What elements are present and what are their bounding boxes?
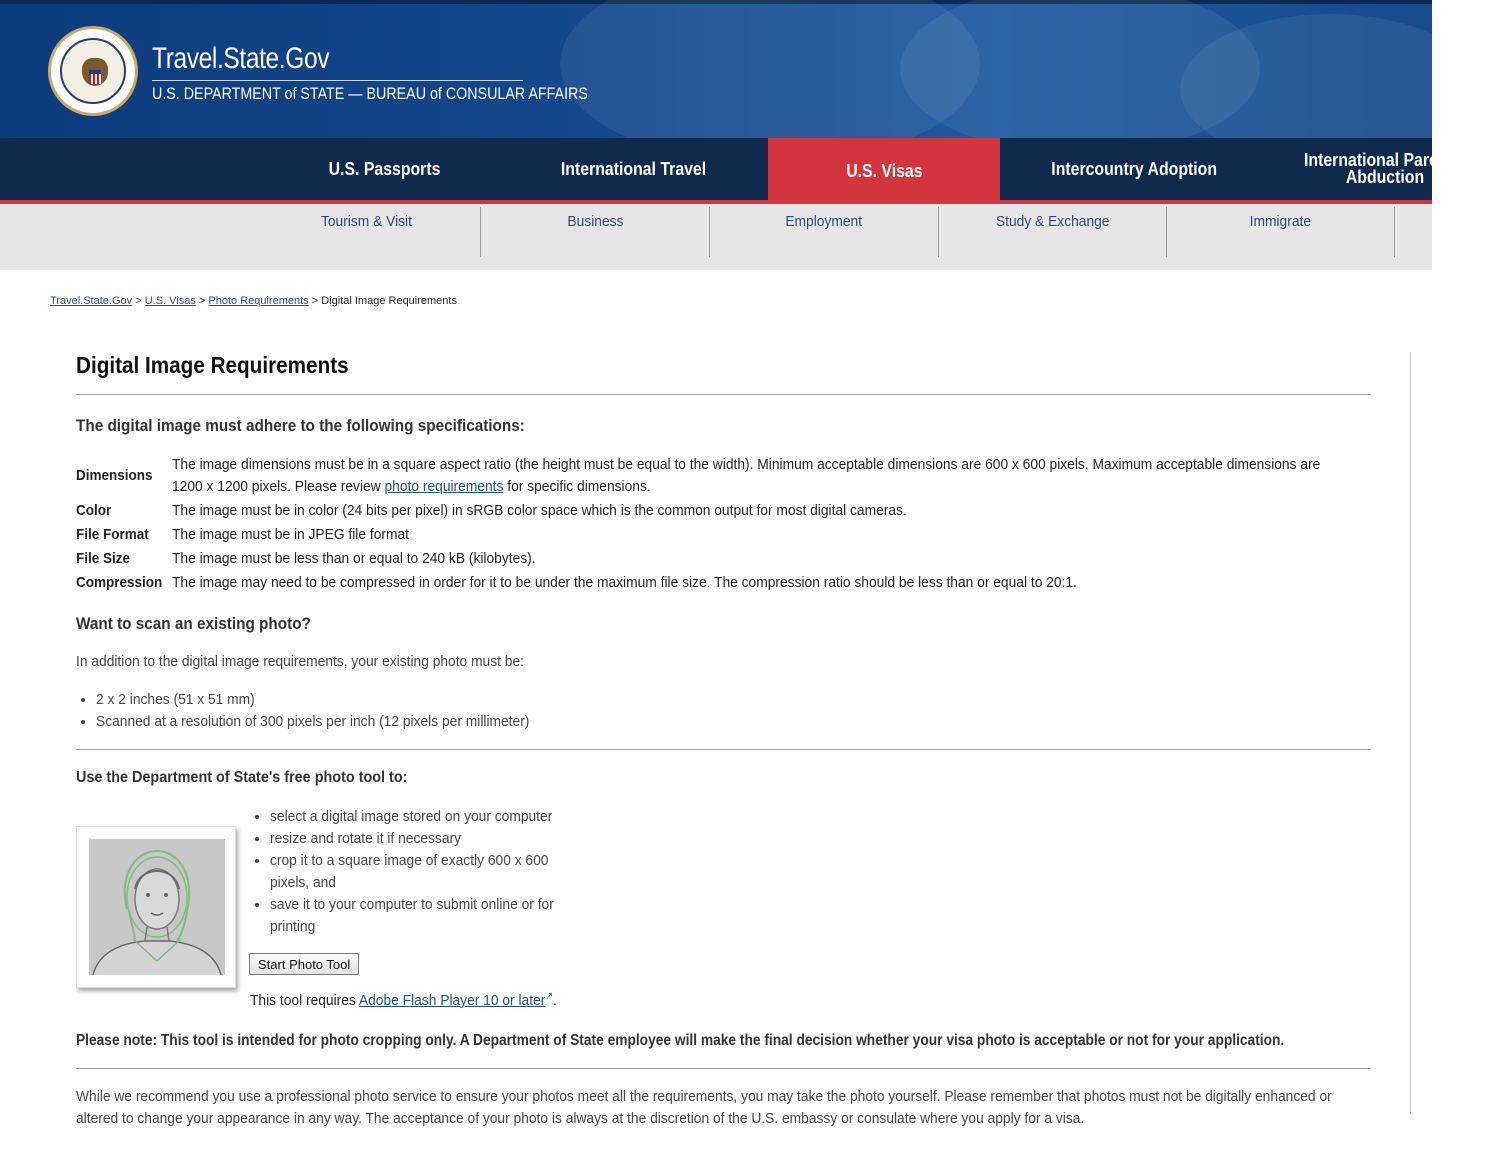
portrait-outline-icon <box>89 839 225 975</box>
department-seal-logo[interactable] <box>48 26 138 116</box>
nav-item-international-travel[interactable]: International Travel <box>560 158 707 179</box>
divider <box>76 749 1371 750</box>
list-item: • 2 x 2 inches (51 x 51 mm) <box>96 689 567 711</box>
primary-nav <box>0 138 1466 200</box>
title-divider <box>152 80 523 81</box>
nav-item-passports[interactable]: U.S. Passports <box>328 158 441 179</box>
subnav-tourism-visit[interactable]: Tourism & Visit <box>320 213 412 230</box>
spec-key: Dimensions <box>76 467 153 484</box>
subnav-business[interactable]: Business <box>566 213 624 230</box>
scan-requirements-list <box>96 689 567 733</box>
spec-key: File Format <box>76 526 149 543</box>
spec-heading: The digital image must adhere to the following specifications: <box>76 416 525 435</box>
spec-key: Compression <box>76 574 163 591</box>
sample-photo <box>76 826 236 988</box>
site-subtitle: U.S. DEPARTMENT of STATE — BUREAU of CONSULAR AFFAIRS <box>152 84 588 103</box>
site-title-link[interactable]: Travel.State.Gov <box>152 42 330 75</box>
tool-heading: Use the Department of State's free photo tool to: <box>76 769 408 786</box>
closing-paragraph-line-2: altered to change your appearance in any way. The acceptance of your photo is always at the discretion of the U.S. embassy or consulate where you apply for a visa. <box>76 1110 1085 1127</box>
subnav-study-exchange[interactable]: Study & Exchange <box>995 213 1110 230</box>
spec-row-file-format <box>76 523 1420 547</box>
adobe-flash-link[interactable]: Adobe Flash Player 10 or later <box>358 992 546 1009</box>
nav-item-us-visas[interactable]: U.S. Visas <box>768 138 1000 204</box>
site-header <box>0 4 1432 138</box>
divider <box>76 394 1371 395</box>
list-item: • Scanned at a resolution of 300 pixels per inch (12 pixels per millimeter) <box>96 711 567 733</box>
closing-paragraph-line-1: While we recommend you use a professional photo service to ensure your photos meet all the requirements, you may take the photo yourself. Please remember that photos must not be digitally enhanced or <box>76 1088 1332 1105</box>
breadcrumb-separator: > <box>198 295 206 307</box>
flash-requirement-note: This tool requires Adobe Flash Player 10 or later↗. <box>250 991 557 1009</box>
secondary-nav <box>0 204 1432 270</box>
breadcrumb <box>50 295 457 307</box>
nav-item-intercountry-adoption[interactable]: Intercountry Adoption <box>1051 158 1218 179</box>
subnav-immigrate[interactable]: Immigrate <box>1249 213 1312 230</box>
spec-value: The image must be in color (24 bits per pixel) in sRGB color space which is the common output for most digital cameras. <box>171 502 907 519</box>
spec-table <box>76 453 1420 595</box>
spec-value: The image must be in JPEG file format <box>171 526 409 543</box>
spec-row-dimensions <box>76 453 1420 499</box>
list-item: • resize and rotate it if necessary <box>270 828 610 850</box>
list-item: • crop it to a square image of exactly 600 x 600 pixels, and <box>270 850 610 894</box>
spec-value: The image must be less than or equal to 240 kB (kilobytes). <box>171 550 536 567</box>
divider <box>76 1068 1371 1069</box>
photo-requirements-link[interactable]: photo requirements <box>384 478 504 495</box>
list-item: • save it to your computer to submit online or for printing <box>270 894 610 938</box>
spec-value: The image may need to be compressed in order for it to be under the maximum file size. The compression ratio should be less than or equal to 20:1. <box>171 574 1077 591</box>
breadcrumb-link-us-visas[interactable]: U.S. Visas <box>144 295 196 307</box>
breadcrumb-current: Digital Image Requirements <box>321 295 457 307</box>
spec-key: Color <box>76 502 112 519</box>
scan-intro: In addition to the digital image requirements, your existing photo must be: <box>76 653 524 670</box>
subnav-divider <box>1394 207 1395 257</box>
photo-tool-features-list <box>270 806 610 938</box>
breadcrumb-separator: > <box>311 295 319 307</box>
scan-heading: Want to scan an existing photo? <box>76 614 311 633</box>
spec-row-compression <box>76 571 1420 595</box>
spec-key: File Size <box>76 550 131 567</box>
spec-row-color <box>76 499 1420 523</box>
breadcrumb-link-photo-requirements[interactable]: Photo Requirements <box>208 295 309 307</box>
please-note: Please note: This tool is intended for photo cropping only. A Department of State employee will make the final decision whether your visa photo is acceptable or not for your application. <box>76 1032 1285 1049</box>
subnav-employment[interactable]: Employment <box>785 213 863 230</box>
breadcrumb-link-home[interactable]: Travel.State.Gov <box>50 295 133 307</box>
breadcrumb-separator: > <box>135 295 142 307</box>
spec-value: The image dimensions must be in a square aspect ratio (the height must be equal to the width). Minimum acceptable dimensions are 600 x 600 pixels. Maximum acceptable dimensions are 1200 x 1200 pixels. Please review photo requirements for specific dimensions. <box>171 456 1321 495</box>
start-photo-tool-button[interactable]: Start Photo Tool <box>249 953 359 975</box>
nav-item-parental-abduction[interactable]: International Parental Abduction <box>1304 150 1466 187</box>
list-item: • select a digital image stored on your computer <box>270 806 610 828</box>
spec-row-file-size <box>76 547 1420 571</box>
page-title: Digital Image Requirements <box>76 352 349 378</box>
external-link-icon: ↗ <box>545 991 554 1002</box>
